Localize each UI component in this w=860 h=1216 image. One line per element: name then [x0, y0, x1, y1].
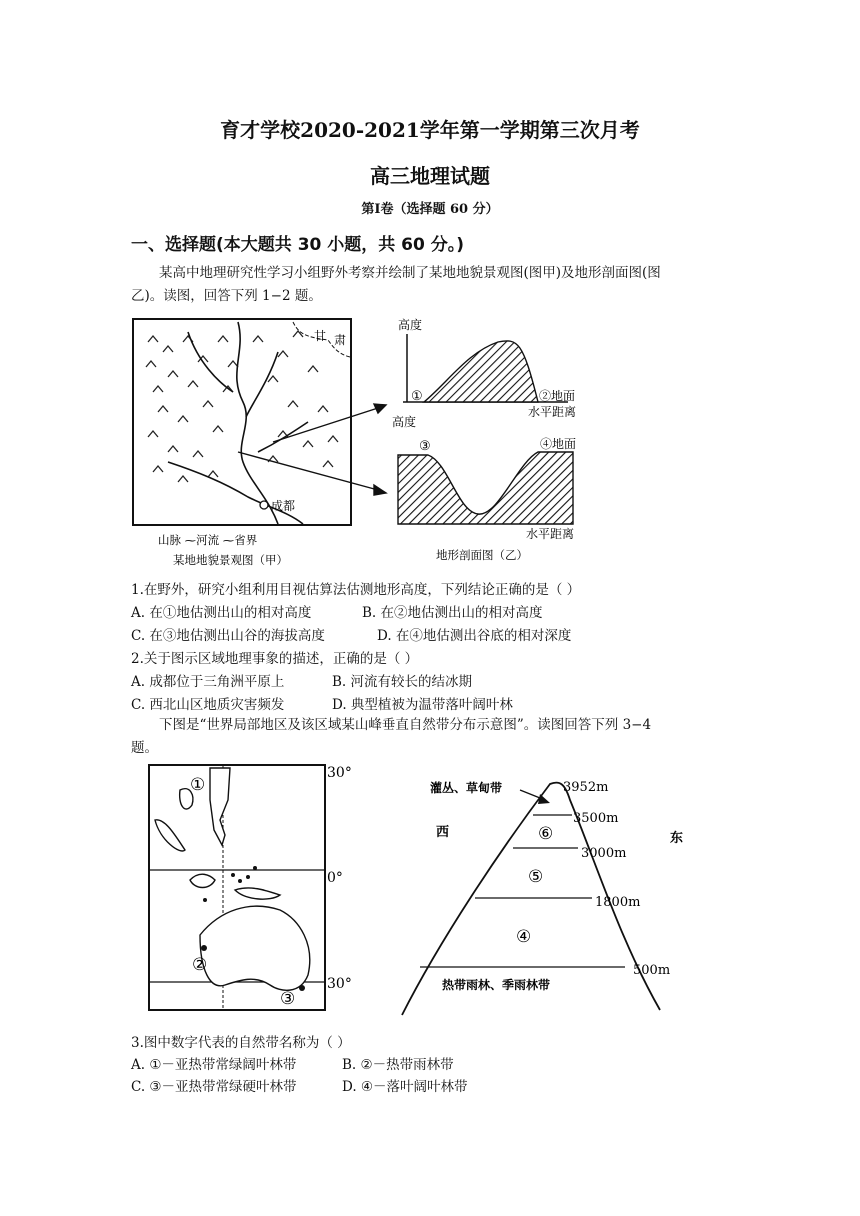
west-label: 西 [436, 825, 450, 840]
zone-5: ⑤ [528, 867, 544, 887]
map-caption: 某地地貌景观图（甲） [173, 553, 288, 567]
option-a: A. 成都位于三角洲平原上 [131, 674, 285, 690]
profile-caption: 地形剖面图（乙） [436, 548, 528, 562]
option-a: A. ①－亚热带常绿阔叶林带 [131, 1057, 297, 1073]
question-stem: 2.关于图示区域地理事象的描述，正确的是（ ） [131, 651, 419, 667]
figure-landform [128, 312, 598, 570]
option-b: B. 在②地估测出山的相对高度 [362, 605, 543, 621]
option-c: C. 在③地估测出山谷的海拔高度 [131, 628, 325, 644]
profile-xlabel: 水平距离 [528, 405, 577, 419]
exam-subtitle: 高三地理试题 [370, 164, 490, 188]
point-2: ②地面 [539, 389, 576, 403]
map-label-chengdu: 成都 [271, 499, 296, 513]
city-marker [260, 501, 268, 509]
elev-1800: 1800m [595, 895, 641, 910]
option-c: C. 西北山区地质灾害频发 [131, 697, 285, 713]
mountain-profile [424, 341, 538, 402]
east-label: 东 [670, 831, 684, 846]
profile-xlabel: 水平距离 [526, 527, 575, 541]
figure-vertical-zones [140, 760, 700, 1022]
question-stem: 3.图中数字代表的自然带名称为（ ） [131, 1035, 351, 1051]
question-stem: 1.在野外，研究小组利用目视估算法估测地形高度，下列结论正确的是（ ） [131, 582, 581, 598]
marker-3-dot [299, 985, 305, 991]
zone-base: 热带雨林、季雨林带 [442, 978, 551, 992]
marker-2-dot [201, 945, 207, 951]
intro-line: 题。 [131, 740, 158, 756]
map-label-gansu: 甘 [314, 329, 327, 343]
marker-2: ② [192, 955, 208, 975]
elev-3500: 3500m [573, 811, 619, 826]
part-heading: 第Ⅰ卷（选择题 60 分） [361, 202, 499, 217]
section-heading: 一、选择题(本大题共 30 小题，共 60 分。) [131, 235, 465, 255]
intro-line: 乙)。读图，回答下列 1−2 题。 [131, 288, 322, 304]
option-c: C. ③－亚热带常绿硬叶林带 [131, 1079, 297, 1095]
elev-3952: 3952m [563, 780, 609, 795]
exam-title: 育才学校2020-2021学年第一学期第三次月考 [220, 118, 640, 142]
zone-6: ⑥ [538, 824, 554, 844]
zone-4: ④ [516, 927, 532, 947]
marker-1: ① [190, 775, 206, 795]
elev-500: 500m [633, 963, 671, 978]
valley-profile [398, 452, 573, 524]
option-d: D. ④－落叶阔叶林带 [342, 1079, 468, 1095]
map-legend: 山脉 ⁓河流 ⁓省界 [158, 533, 258, 547]
point-3: ③ [419, 439, 431, 454]
option-a: A. 在①地估测出山的相对高度 [131, 605, 312, 621]
elev-3000: 3000m [581, 846, 627, 861]
lat-label: 30° [327, 765, 352, 781]
intro-line: 下图是“世界局部地区及该区域某山峰垂直自然带分布示意图”。读图回答下列 3−4 [159, 717, 652, 733]
zone-shrub: 灌丛、草甸带 [430, 781, 503, 795]
intro-line: 某高中地理研究性学习小组野外考察并绘制了某地地貌景观图(图甲)及地形剖面图(图 [159, 265, 661, 281]
lat-label: 0° [327, 870, 343, 886]
profile-ylabel: 高度 [398, 318, 423, 332]
point-4: ④地面 [540, 437, 577, 451]
option-d: D. 典型植被为温带落叶阔叶林 [332, 697, 513, 713]
point-1: ① [411, 389, 423, 404]
profile-ylabel: 高度 [392, 415, 417, 429]
option-b: B. ②－热带雨林带 [342, 1057, 454, 1073]
option-b: B. 河流有较长的结冰期 [332, 674, 473, 690]
lat-label: 30° [327, 976, 352, 992]
option-d: D. 在④地估测出谷底的相对深度 [377, 628, 572, 644]
marker-3: ③ [280, 989, 296, 1009]
map-label-gansu-2: 肃 [334, 333, 347, 347]
